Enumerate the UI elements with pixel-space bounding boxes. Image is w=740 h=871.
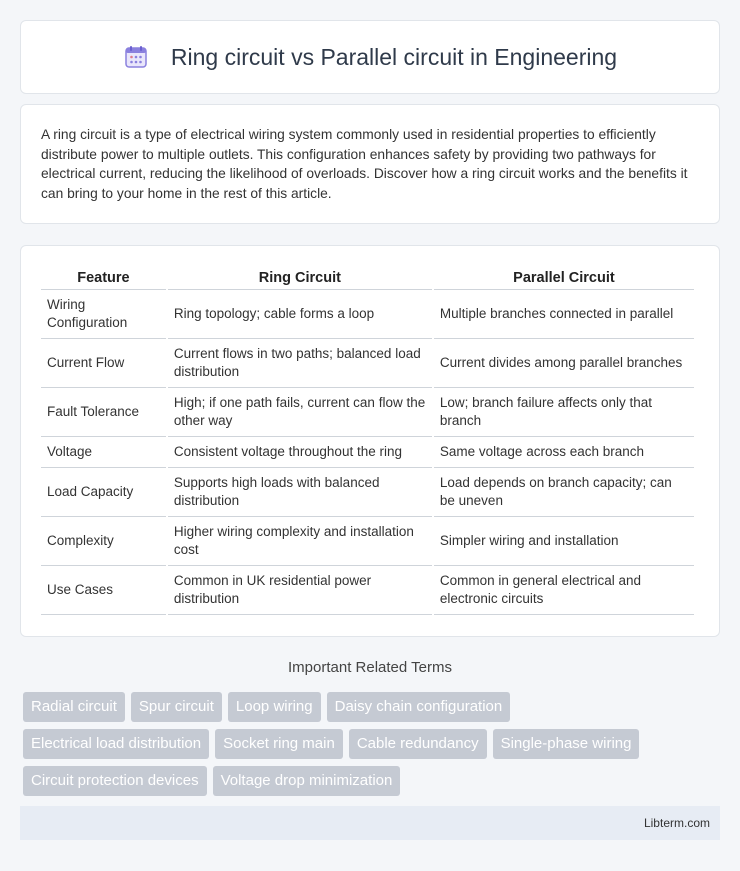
footer-site-link[interactable]: Libterm.com: [643, 816, 710, 830]
calendar-icon: [123, 44, 149, 70]
term-tag[interactable]: Radial circuit: [23, 692, 125, 722]
ring-cell: Ring topology; cable forms a loop: [168, 290, 432, 339]
header-ring-circuit: Ring Circuit: [168, 264, 432, 290]
parallel-cell: Simpler wiring and installation: [434, 517, 694, 566]
ring-cell: Common in UK residential power distribution: [168, 566, 432, 615]
header-card: [20, 20, 720, 94]
ring-cell: Current flows in two paths; balanced load distribution: [168, 339, 432, 388]
ring-cell: Higher wiring complexity and installation cost: [168, 517, 432, 566]
intro-card: [20, 104, 720, 224]
term-tag[interactable]: Single-phase wiring: [493, 729, 640, 759]
feature-cell: Complexity: [41, 517, 166, 566]
header-parallel-circuit: Parallel Circuit: [434, 264, 694, 290]
parallel-cell: Low; branch failure affects only that branch: [434, 388, 694, 437]
term-tag[interactable]: Spur circuit: [131, 692, 222, 722]
feature-cell: Current Flow: [41, 339, 166, 388]
table-row: [41, 290, 694, 339]
term-tag[interactable]: Socket ring main: [215, 729, 343, 759]
feature-cell: Voltage: [41, 437, 166, 468]
table-row: [41, 517, 694, 566]
feature-cell: Use Cases: [41, 566, 166, 615]
ring-cell: Supports high loads with balanced distribution: [168, 468, 432, 517]
related-terms-list: [20, 692, 700, 796]
page-title: Ring circuit vs Parallel circuit in Engineering: [170, 43, 618, 70]
feature-cell: Load Capacity: [41, 468, 166, 517]
parallel-cell: Common in general electrical and electronic circuits: [434, 566, 694, 615]
ring-cell: Consistent voltage throughout the ring: [168, 437, 432, 468]
comparison-card: [20, 245, 720, 637]
term-tag[interactable]: Electrical load distribution: [23, 729, 209, 759]
parallel-cell: Load depends on branch capacity; can be uneven: [434, 468, 694, 517]
table-header-row: [41, 264, 694, 290]
table-row: [41, 437, 694, 468]
table-row: [41, 339, 694, 388]
parallel-cell: Current divides among parallel branches: [434, 339, 694, 388]
term-tag[interactable]: Voltage drop minimization: [213, 766, 401, 796]
term-tag[interactable]: Circuit protection devices: [23, 766, 207, 796]
intro-text: A ring circuit is a type of electrical wiring system commonly used in residential properties to efficiently distribute power to multiple outlets. This configuration enhances safety by providing two pathways for electrical current, reducing the likelihood of overloads. Discover how a ring circuit works and the benefits it can bring to your home in the rest of this article.: [41, 127, 688, 201]
footer: [20, 806, 720, 840]
table-row: [41, 388, 694, 437]
feature-cell: Fault Tolerance: [41, 388, 166, 437]
parallel-cell: Same voltage across each branch: [434, 437, 694, 468]
parallel-cell: Multiple branches connected in parallel: [434, 290, 694, 339]
ring-cell: High; if one path fails, current can flow the other way: [168, 388, 432, 437]
table-row: [41, 468, 694, 517]
feature-cell: Wiring Configuration: [41, 290, 166, 339]
header-feature: Feature: [41, 264, 166, 290]
table-row: [41, 566, 694, 615]
comparison-table: [39, 264, 696, 615]
term-tag[interactable]: Cable redundancy: [349, 729, 487, 759]
term-tag[interactable]: Loop wiring: [228, 692, 321, 722]
term-tag[interactable]: Daisy chain configuration: [327, 692, 511, 722]
related-terms-title: Important Related Terms: [288, 659, 452, 676]
